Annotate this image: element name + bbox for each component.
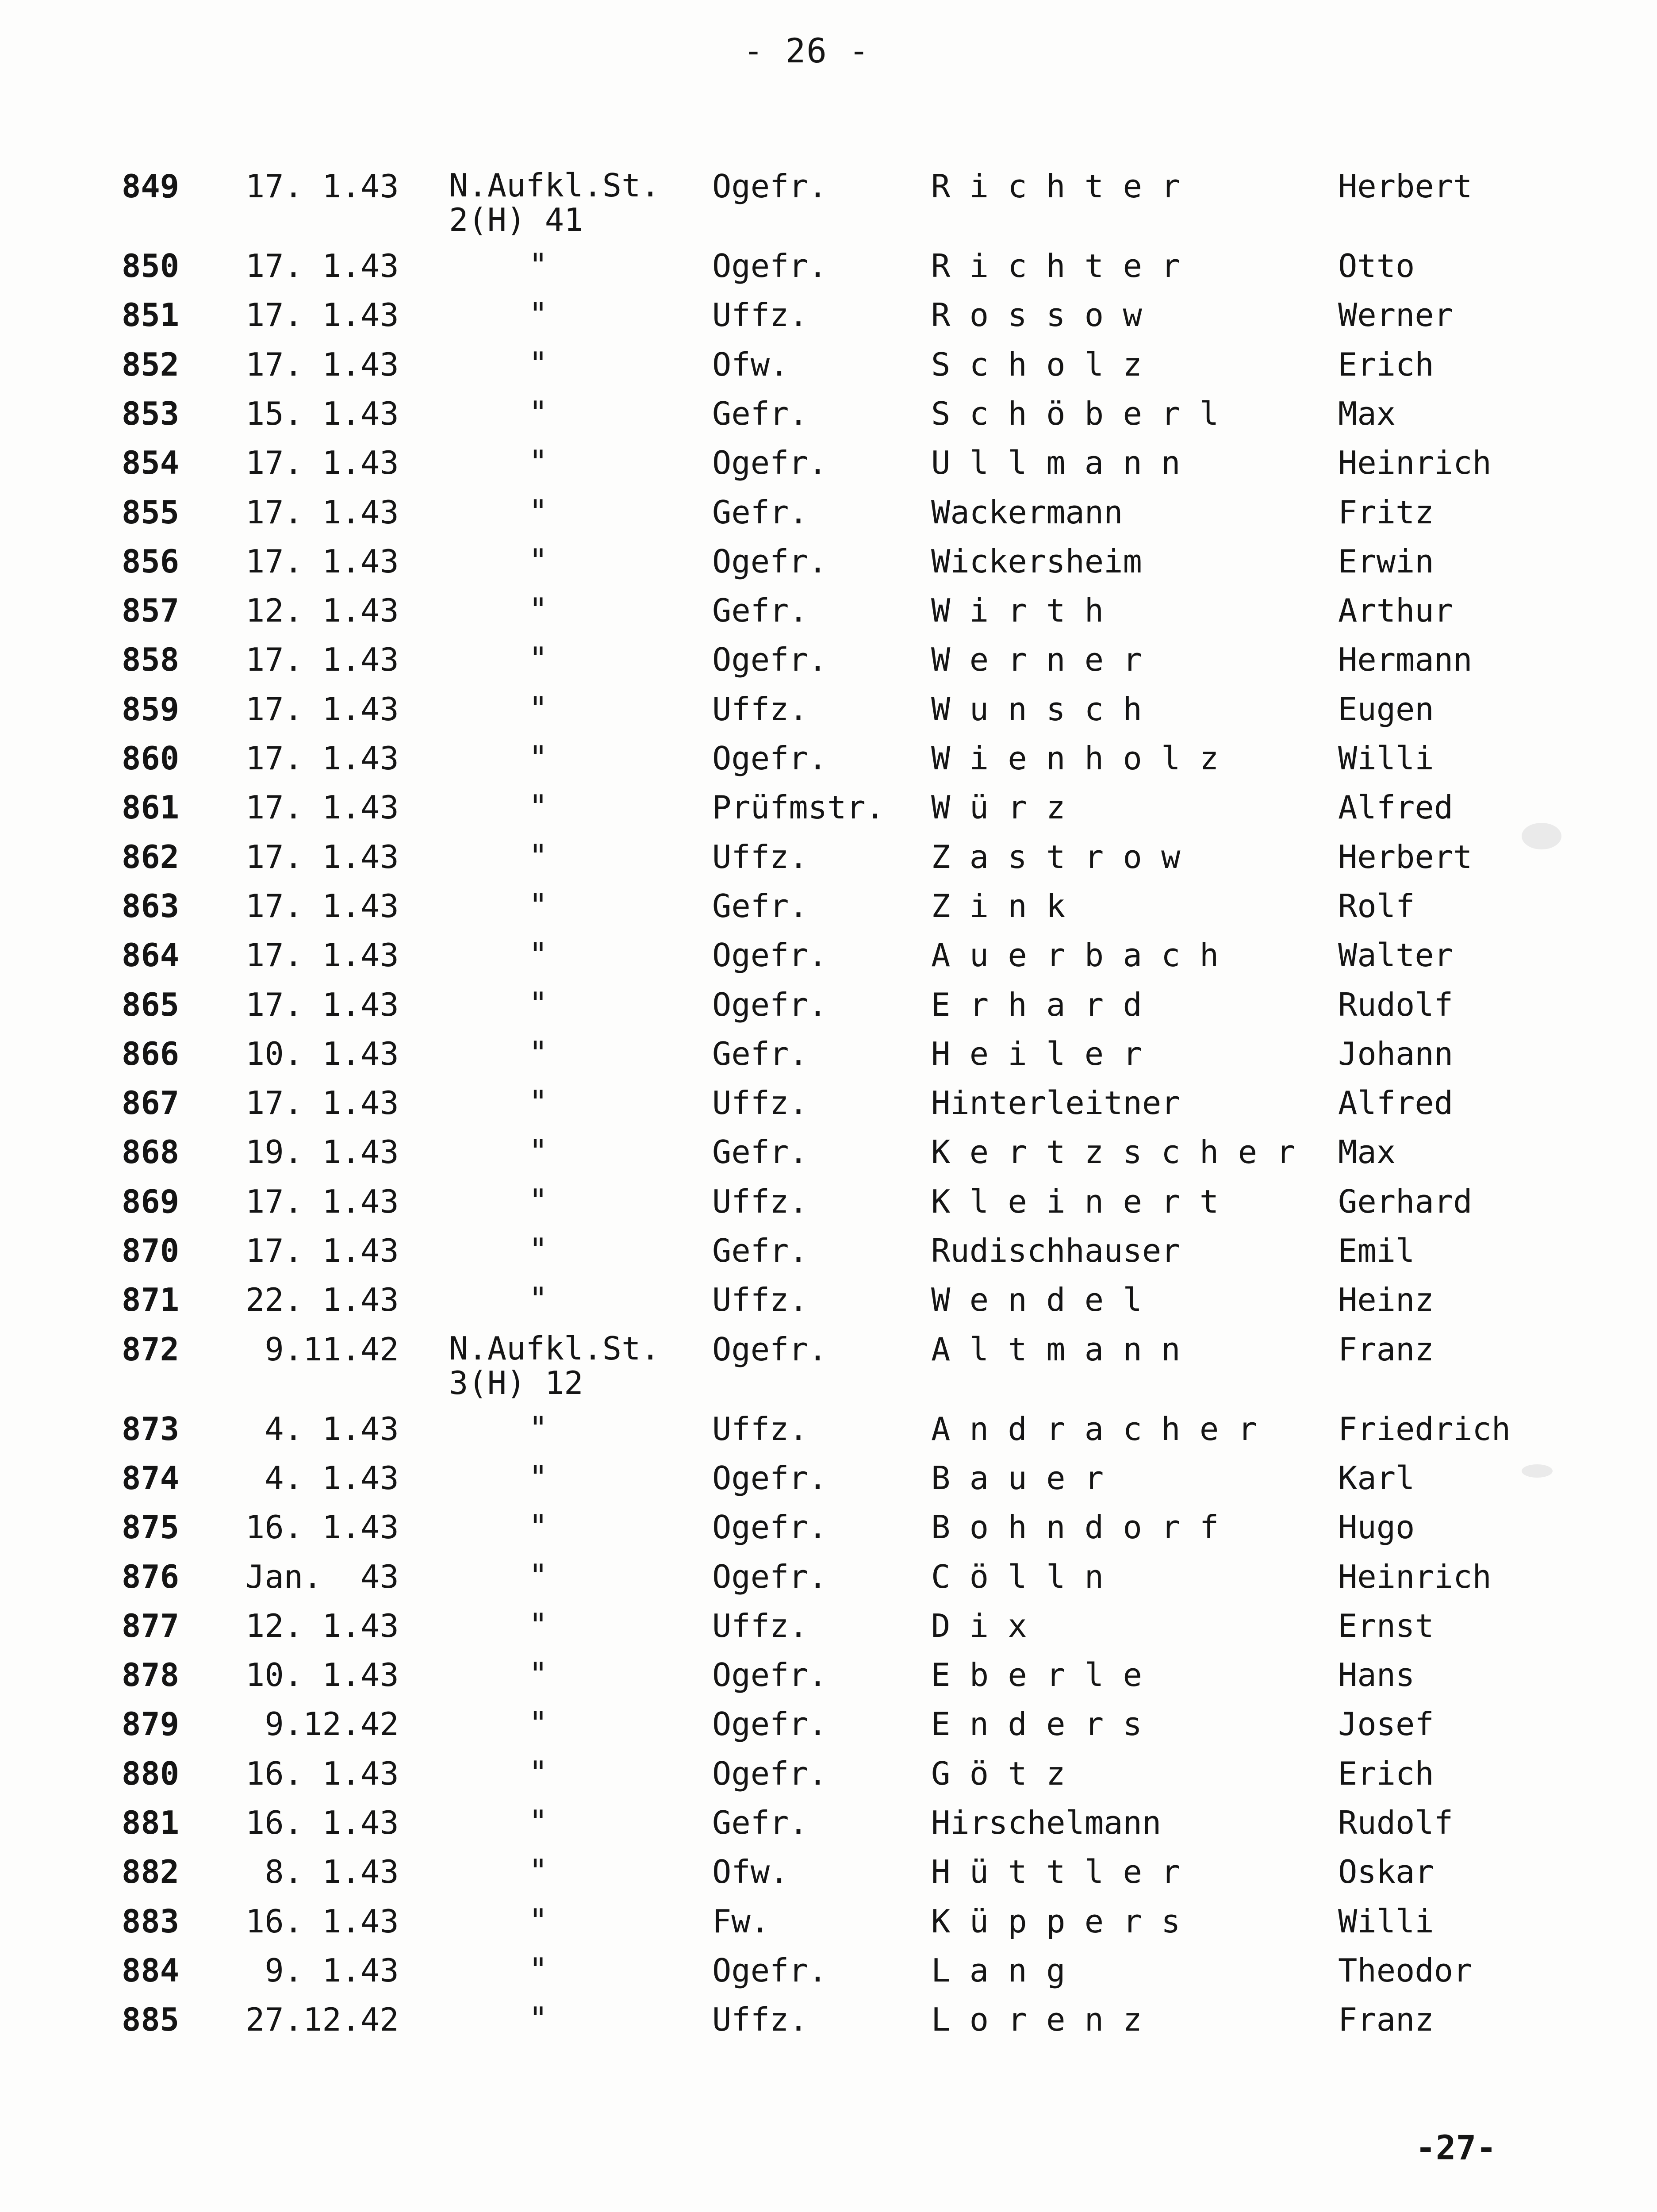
- entry-last-name: E n d e r s: [931, 1705, 1142, 1743]
- entry-date: 10. 1.43: [245, 1656, 399, 1694]
- entry-unit: ": [529, 1458, 548, 1496]
- entry-date: 16. 1.43: [245, 1755, 399, 1792]
- entry-unit: ": [529, 1557, 548, 1594]
- entry-number: 879: [122, 1705, 180, 1743]
- entry-last-name: L a n g: [931, 1951, 1066, 1989]
- entry-rank: Uffz.: [712, 2001, 808, 2039]
- entry-first-name: Arthur: [1338, 592, 1454, 630]
- entry-number: 860: [122, 740, 180, 777]
- entry-last-name: W i r t h: [931, 592, 1104, 630]
- table-row: [0, 1183, 1657, 1232]
- entry-unit: ": [529, 1655, 548, 1693]
- entry-date: 17. 1.43: [245, 346, 399, 383]
- entry-number: 870: [122, 1232, 180, 1269]
- entry-last-name: K l e i n e r t: [931, 1183, 1219, 1220]
- entry-last-name: K e r t z s c h e r: [931, 1133, 1296, 1171]
- entry-first-name: Josef: [1338, 1705, 1434, 1743]
- table-row: [0, 1657, 1657, 1705]
- entry-date: 17. 1.43: [245, 493, 399, 531]
- entry-last-name: C ö l l n: [931, 1558, 1104, 1595]
- next-page-marker: -27-: [1415, 2128, 1497, 2167]
- entry-date: 17. 1.43: [245, 168, 399, 205]
- entry-number: 869: [122, 1183, 180, 1220]
- entry-unit: ": [529, 1606, 548, 1644]
- entry-date: 10. 1.43: [245, 1035, 399, 1072]
- entry-last-name: Wickersheim: [931, 542, 1142, 580]
- page-number: - 26 -: [743, 31, 870, 70]
- table-row: [0, 1282, 1657, 1330]
- entry-rank: Ogefr.: [712, 542, 828, 580]
- entry-first-name: Friedrich: [1338, 1410, 1511, 1448]
- entry-first-name: Otto: [1338, 247, 1415, 284]
- entry-unit: ": [529, 443, 548, 481]
- entry-first-name: Hermann: [1338, 641, 1473, 679]
- entry-first-name: Walter: [1338, 937, 1454, 974]
- table-row: [0, 1854, 1657, 1902]
- entry-first-name: Hans: [1338, 1656, 1415, 1694]
- entry-date: 17. 1.43: [245, 789, 399, 826]
- entry-first-name: Hugo: [1338, 1509, 1415, 1546]
- entry-last-name: Z a s t r o w: [931, 838, 1181, 876]
- entry-rank: Gefr.: [712, 1232, 808, 1269]
- entry-rank: Gefr.: [712, 887, 808, 925]
- entry-rank: Ogefr.: [712, 937, 828, 974]
- table-row: [0, 1329, 1657, 1402]
- entry-first-name: Herbert: [1338, 838, 1473, 876]
- table-row: [0, 1805, 1657, 1853]
- table-row: [0, 1134, 1657, 1183]
- entry-unit: ": [529, 1409, 548, 1447]
- entry-first-name: Heinrich: [1338, 444, 1492, 482]
- entry-date: 8. 1.43: [245, 1853, 399, 1891]
- entry-rank: Ogefr.: [712, 1951, 828, 1989]
- entry-unit: ": [529, 1280, 548, 1318]
- entry-unit: ": [529, 296, 548, 333]
- entry-rank: Gefr.: [712, 395, 808, 432]
- table-row: [0, 1706, 1657, 1755]
- entry-date: 9.11.42: [245, 1330, 399, 1368]
- entry-rank: Uffz.: [712, 838, 808, 876]
- entry-date: 15. 1.43: [245, 395, 399, 432]
- entry-last-name: W ü r z: [931, 789, 1066, 826]
- entry-number: 882: [122, 1853, 180, 1891]
- table-row: [0, 641, 1657, 690]
- table-row: [0, 1233, 1657, 1281]
- entry-number: 849: [122, 168, 180, 205]
- entry-unit: ": [529, 1754, 548, 1791]
- table-row: [0, 167, 1657, 238]
- entry-unit: ": [529, 739, 548, 776]
- entry-unit: ": [529, 541, 548, 579]
- entry-rank: Ogefr.: [712, 1459, 828, 1497]
- table-row: [0, 1903, 1657, 1952]
- entry-last-name: R o s s o w: [931, 296, 1142, 334]
- entry-last-name: R i c h t e r: [931, 168, 1181, 205]
- entry-rank: Ogefr.: [712, 1705, 828, 1743]
- entry-rank: Uffz.: [712, 1281, 808, 1319]
- entry-unit: ": [529, 2000, 548, 2038]
- entry-unit: ": [529, 837, 548, 875]
- entry-date: 17. 1.43: [245, 986, 399, 1023]
- entry-date: 4. 1.43: [245, 1459, 399, 1497]
- entry-number: 861: [122, 789, 180, 826]
- entry-first-name: Rudolf: [1338, 986, 1454, 1023]
- entry-number: 854: [122, 444, 180, 482]
- entry-first-name: Johann: [1338, 1035, 1454, 1072]
- entry-first-name: Oskar: [1338, 1853, 1434, 1891]
- table-row: [0, 1608, 1657, 1656]
- table-row: [0, 297, 1657, 346]
- entry-first-name: Fritz: [1338, 493, 1434, 531]
- table-row: [0, 1559, 1657, 1607]
- entry-unit: ": [529, 689, 548, 727]
- entry-first-name: Herbert: [1338, 168, 1473, 205]
- table-row: [0, 592, 1657, 641]
- entry-last-name: W u n s c h: [931, 690, 1142, 728]
- entry-date: 12. 1.43: [245, 1607, 399, 1644]
- scan-smudge: [1522, 1464, 1553, 1478]
- table-row: [0, 1036, 1657, 1084]
- entry-number: 868: [122, 1133, 180, 1171]
- entry-date: Jan. 43: [245, 1558, 399, 1595]
- entry-number: 877: [122, 1607, 180, 1644]
- entry-rank: Ogefr.: [712, 1330, 828, 1368]
- entry-date: 17. 1.43: [245, 1084, 399, 1122]
- entry-first-name: Alfred: [1338, 1084, 1454, 1122]
- entry-first-name: Willi: [1338, 740, 1434, 777]
- entry-number: 850: [122, 247, 180, 284]
- entry-rank: Uffz.: [712, 1084, 808, 1122]
- entry-unit: N.Aufkl.St. 2(H) 41: [449, 167, 660, 238]
- entry-unit: ": [529, 936, 548, 973]
- entry-last-name: S c h ö b e r l: [931, 395, 1219, 432]
- entry-date: 17. 1.43: [245, 641, 399, 679]
- entry-first-name: Emil: [1338, 1232, 1415, 1269]
- entry-date: 17. 1.43: [245, 838, 399, 876]
- entry-unit: ": [529, 1133, 548, 1170]
- table-row: [0, 494, 1657, 543]
- entry-date: 17. 1.43: [245, 542, 399, 580]
- entry-date: 9. 1.43: [245, 1951, 399, 1989]
- entry-first-name: Alfred: [1338, 789, 1454, 826]
- entry-unit: ": [529, 640, 548, 678]
- entry-rank: Uffz.: [712, 1410, 808, 1448]
- entry-number: 884: [122, 1951, 180, 1989]
- entry-number: 873: [122, 1410, 180, 1448]
- entry-date: 17. 1.43: [245, 296, 399, 334]
- entry-date: 16. 1.43: [245, 1509, 399, 1546]
- entry-last-name: G ö t z: [931, 1755, 1066, 1792]
- entry-rank: Fw.: [712, 1902, 770, 1940]
- entry-last-name: W i e n h o l z: [931, 740, 1219, 777]
- entry-date: 22. 1.43: [245, 1281, 399, 1319]
- entry-number: 874: [122, 1459, 180, 1497]
- table-row: [0, 1755, 1657, 1804]
- entry-first-name: Gerhard: [1338, 1183, 1473, 1220]
- entry-date: 17. 1.43: [245, 247, 399, 284]
- entry-rank: Ogefr.: [712, 740, 828, 777]
- entry-date: 27.12.42: [245, 2001, 399, 2039]
- entry-last-name: D i x: [931, 1607, 1027, 1644]
- table-row: [0, 1509, 1657, 1558]
- entry-date: 17. 1.43: [245, 690, 399, 728]
- entry-last-name: Wackermann: [931, 493, 1123, 531]
- table-row: [0, 1460, 1657, 1509]
- table-row: [0, 248, 1657, 296]
- entry-number: 862: [122, 838, 180, 876]
- entry-unit: ": [529, 985, 548, 1022]
- entry-date: 9.12.42: [245, 1705, 399, 1743]
- entry-number: 866: [122, 1035, 180, 1072]
- entry-number: 878: [122, 1656, 180, 1694]
- entry-first-name: Heinz: [1338, 1281, 1434, 1319]
- entry-unit: ": [529, 394, 548, 431]
- table-row: [0, 740, 1657, 789]
- entry-number: 853: [122, 395, 180, 432]
- entry-number: 856: [122, 542, 180, 580]
- entry-unit: ": [529, 1901, 548, 1939]
- entry-number: 852: [122, 346, 180, 383]
- entry-rank: Gefr.: [712, 493, 808, 531]
- entry-date: 17. 1.43: [245, 887, 399, 925]
- entry-number: 864: [122, 937, 180, 974]
- entry-rank: Gefr.: [712, 1133, 808, 1171]
- entry-first-name: Eugen: [1338, 690, 1434, 728]
- entry-last-name: Rudischhauser: [931, 1232, 1181, 1269]
- entry-first-name: Franz: [1338, 2001, 1434, 2039]
- entry-rank: Ofw.: [712, 346, 789, 383]
- entry-number: 855: [122, 493, 180, 531]
- entry-first-name: Erwin: [1338, 542, 1434, 580]
- entry-rank: Prüfmstr.: [712, 789, 885, 826]
- table-row: [0, 543, 1657, 592]
- table-row: [0, 839, 1657, 887]
- entry-number: 865: [122, 986, 180, 1023]
- entry-first-name: Rolf: [1338, 887, 1415, 925]
- entry-last-name: A u e r b a c h: [931, 937, 1219, 974]
- entry-first-name: Max: [1338, 1133, 1396, 1171]
- entry-number: 883: [122, 1902, 180, 1940]
- table-row: [0, 789, 1657, 838]
- entry-rank: Gefr.: [712, 1035, 808, 1072]
- entry-last-name: K ü p p e r s: [931, 1902, 1181, 1940]
- entry-date: 16. 1.43: [245, 1902, 399, 1940]
- entry-unit: ": [529, 591, 548, 629]
- entry-last-name: W e n d e l: [931, 1281, 1142, 1319]
- entry-first-name: Werner: [1338, 296, 1454, 334]
- table-row: [0, 445, 1657, 493]
- entry-first-name: Rudolf: [1338, 1804, 1454, 1841]
- entry-first-name: Franz: [1338, 1330, 1434, 1368]
- entry-number: 857: [122, 592, 180, 630]
- entry-rank: Ogefr.: [712, 986, 828, 1023]
- entry-unit: ": [529, 1803, 548, 1840]
- table-row: [0, 1085, 1657, 1133]
- entry-unit: ": [529, 1852, 548, 1890]
- entry-date: 12. 1.43: [245, 592, 399, 630]
- entry-rank: Ogefr.: [712, 1509, 828, 1546]
- entry-number: 851: [122, 296, 180, 334]
- entry-unit: ": [529, 886, 548, 924]
- table-row: [0, 691, 1657, 740]
- entry-unit: ": [529, 1034, 548, 1071]
- entry-last-name: B a u e r: [931, 1459, 1104, 1497]
- entry-last-name: S c h o l z: [931, 346, 1142, 383]
- entry-rank: Uffz.: [712, 1607, 808, 1644]
- entry-first-name: Willi: [1338, 1902, 1434, 1940]
- entry-rank: Uffz.: [712, 296, 808, 334]
- entry-date: 17. 1.43: [245, 740, 399, 777]
- entry-unit: ": [529, 788, 548, 826]
- entry-last-name: Hinterleitner: [931, 1084, 1181, 1122]
- entry-last-name: W e r n e r: [931, 641, 1142, 679]
- entry-rank: Uffz.: [712, 1183, 808, 1220]
- entry-last-name: E b e r l e: [931, 1656, 1142, 1694]
- entry-rank: Gefr.: [712, 592, 808, 630]
- entry-first-name: Erich: [1338, 346, 1434, 383]
- entry-unit: N.Aufkl.St. 3(H) 12: [449, 1329, 660, 1402]
- entry-unit: ": [529, 1182, 548, 1219]
- entry-last-name: A n d r a c h e r: [931, 1410, 1257, 1448]
- entry-unit: ": [529, 1083, 548, 1121]
- entry-number: 863: [122, 887, 180, 925]
- entry-number: 881: [122, 1804, 180, 1841]
- entry-unit: ": [529, 1951, 548, 1988]
- entry-last-name: A l t m a n n: [931, 1330, 1181, 1368]
- entry-number: 880: [122, 1755, 180, 1792]
- entry-number: 867: [122, 1084, 180, 1122]
- entry-rank: Ogefr.: [712, 1755, 828, 1792]
- entry-rank: Uffz.: [712, 690, 808, 728]
- entry-first-name: Theodor: [1338, 1951, 1473, 1989]
- entry-date: 17. 1.43: [245, 1232, 399, 1269]
- entry-number: 872: [122, 1330, 180, 1368]
- entry-unit: ": [529, 492, 548, 530]
- table-row: [0, 396, 1657, 444]
- entry-last-name: H e i l e r: [931, 1035, 1142, 1072]
- table-row: [0, 1411, 1657, 1459]
- entry-unit: ": [529, 1508, 548, 1545]
- entry-number: 859: [122, 690, 180, 728]
- table-row: [0, 888, 1657, 937]
- entry-unit: ": [529, 246, 548, 284]
- entry-date: 17. 1.43: [245, 444, 399, 482]
- table-row: [0, 346, 1657, 395]
- entry-last-name: E r h a r d: [931, 986, 1142, 1023]
- entry-last-name: U l l m a n n: [931, 444, 1181, 482]
- entry-number: 871: [122, 1281, 180, 1319]
- entry-rank: Ogefr.: [712, 1558, 828, 1595]
- entry-unit: ": [529, 1705, 548, 1742]
- entry-last-name: Z i n k: [931, 887, 1066, 925]
- entry-date: 19. 1.43: [245, 1133, 399, 1171]
- entry-unit: ": [529, 345, 548, 382]
- entry-rank: Gefr.: [712, 1804, 808, 1841]
- scan-smudge: [1522, 823, 1561, 849]
- entry-date: 17. 1.43: [245, 1183, 399, 1220]
- entry-date: 16. 1.43: [245, 1804, 399, 1841]
- entry-number: 885: [122, 2001, 180, 2039]
- entry-rank: Ogefr.: [712, 247, 828, 284]
- entry-number: 876: [122, 1558, 180, 1595]
- entry-last-name: Hirschelmann: [931, 1804, 1162, 1841]
- table-row: [0, 987, 1657, 1035]
- entry-first-name: Max: [1338, 395, 1396, 432]
- entry-number: 858: [122, 641, 180, 679]
- entry-last-name: H ü t t l e r: [931, 1853, 1181, 1891]
- table-row: [0, 2001, 1657, 2050]
- entry-first-name: Erich: [1338, 1755, 1434, 1792]
- entry-last-name: L o r e n z: [931, 2001, 1142, 2039]
- entry-rank: Ogefr.: [712, 1656, 828, 1694]
- entry-unit: ": [529, 1231, 548, 1268]
- entry-last-name: R i c h t e r: [931, 247, 1181, 284]
- entry-first-name: Karl: [1338, 1459, 1415, 1497]
- entry-date: 4. 1.43: [245, 1410, 399, 1448]
- entry-rank: Ogefr.: [712, 168, 828, 205]
- entry-rank: Ofw.: [712, 1853, 789, 1891]
- table-row: [0, 1952, 1657, 2001]
- entry-number: 875: [122, 1509, 180, 1546]
- entry-first-name: Ernst: [1338, 1607, 1434, 1644]
- entry-last-name: B o h n d o r f: [931, 1509, 1219, 1546]
- entry-date: 17. 1.43: [245, 937, 399, 974]
- entry-first-name: Heinrich: [1338, 1558, 1492, 1595]
- entry-rank: Ogefr.: [712, 444, 828, 482]
- table-row: [0, 937, 1657, 986]
- entry-rank: Ogefr.: [712, 641, 828, 679]
